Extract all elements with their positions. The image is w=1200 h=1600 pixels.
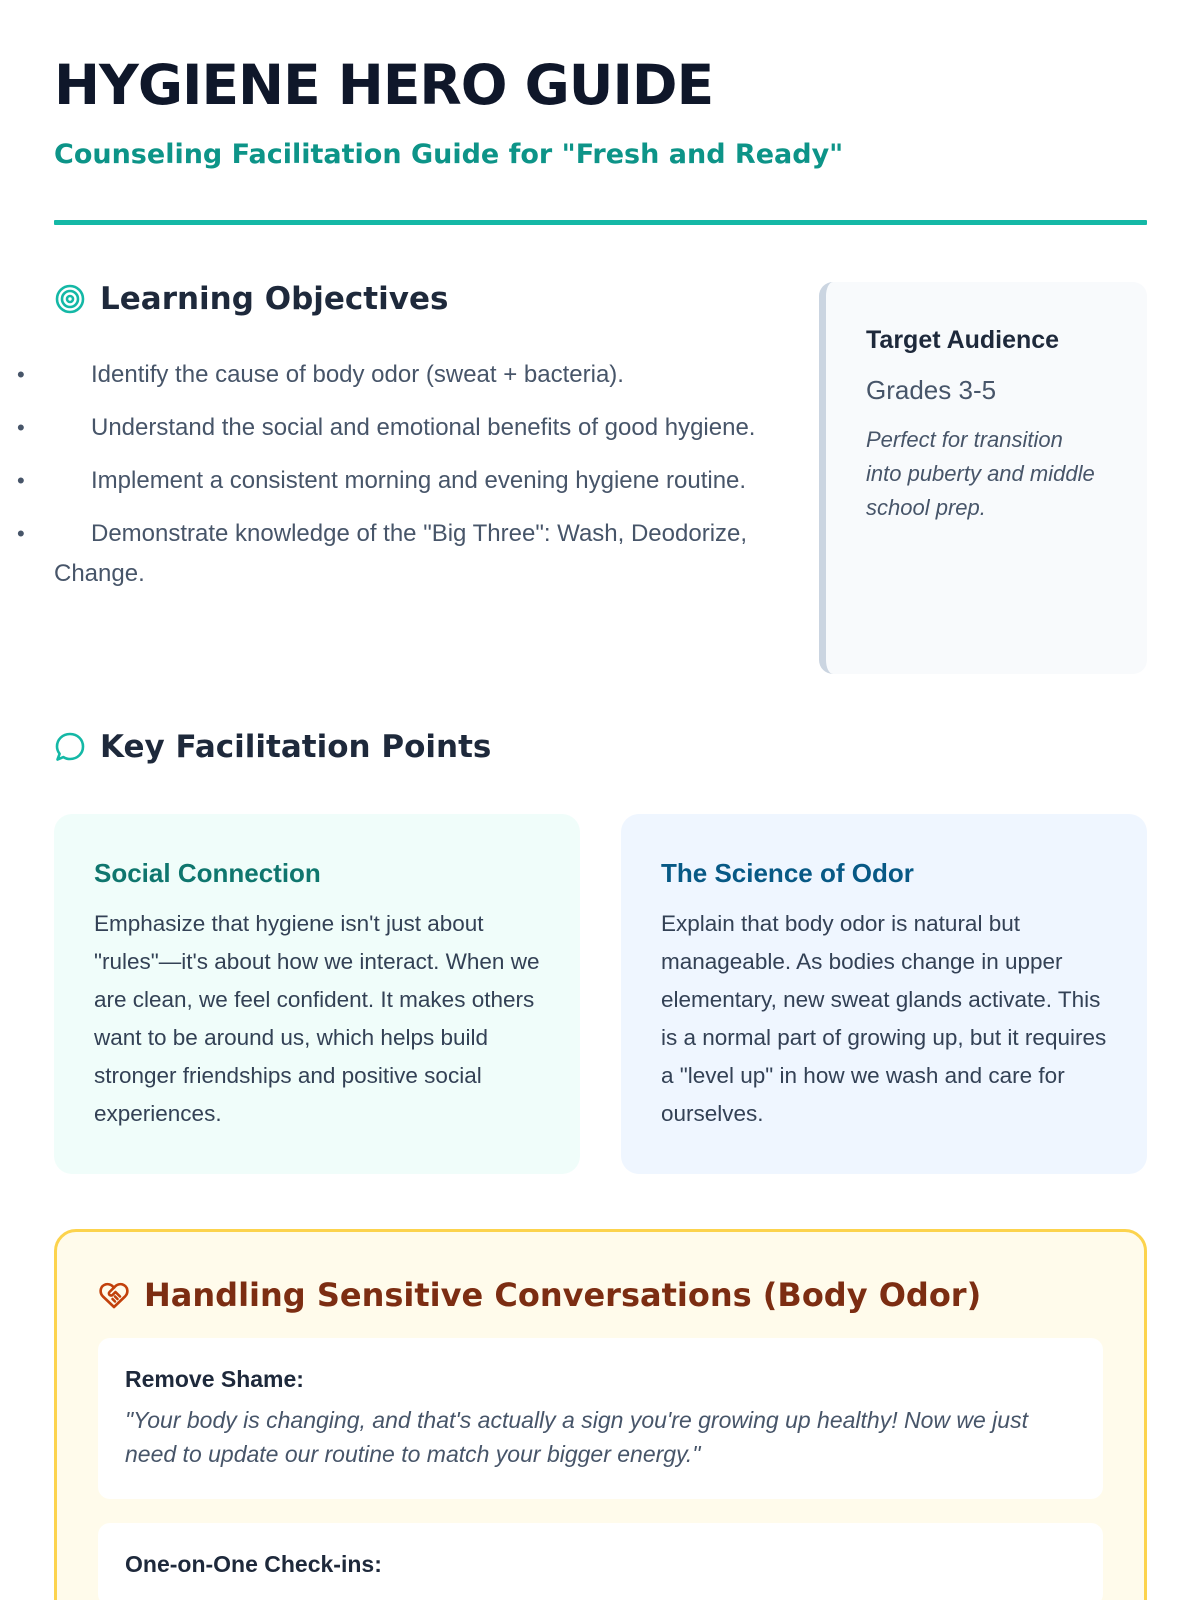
card-text: Emphasize that hygiene isn't just about "rules"—it's about how we interact. When we are clean, we feel confident. It makes others want to be around us, which helps build stronger friendships and positive social experiences. — [94, 911, 540, 1126]
card-text: Explain that body odor is natural but manageable. As bodies change in upper elementary, new sweat glands activate. This is a normal part of growing up, but it requires a "level up" in how we wash and care for ourselves. — [661, 911, 1107, 1126]
target-audience-card — [819, 282, 1147, 674]
science-of-odor-card — [621, 814, 1147, 1174]
objectives-heading: Learning Objectives — [100, 281, 449, 317]
card-title: Social Connection — [94, 858, 321, 888]
social-connection-card — [54, 814, 580, 1174]
audience-heading: Target Audience — [866, 326, 1060, 354]
tip-label: Remove Shame: — [125, 1366, 304, 1392]
chat-bubble-icon — [54, 731, 86, 763]
facilitation-heading: Key Facilitation Points — [100, 729, 492, 765]
objective-item: • Implement a consistent morning and evening hygiene routine. — [54, 461, 779, 501]
sensitive-heading: Handling Sensitive Conversations (Body Odor) — [144, 1276, 982, 1314]
objective-item: • Understand the social and emotional benefits of good hygiene. — [54, 408, 779, 448]
tip-label: One-on-One Check-ins: — [125, 1551, 382, 1577]
header-divider — [54, 220, 1147, 225]
heart-handshake-icon — [98, 1279, 130, 1311]
tip-card — [98, 1523, 1103, 1600]
audience-note: Perfect for transition into puberty and middle school prep. — [866, 427, 1095, 520]
target-icon — [54, 283, 86, 315]
tip-card — [98, 1338, 1103, 1499]
objectives-header — [54, 281, 448, 317]
sensitive-conversations-box — [54, 1229, 1147, 1600]
facilitation-header — [54, 729, 491, 765]
audience-grades: Grades 3-5 — [866, 375, 997, 405]
objective-item: • Identify the cause of body odor (sweat + bacteria). — [54, 355, 779, 395]
page-subtitle: Counseling Facilitation Guide for "Fresh and Ready" — [54, 139, 844, 170]
page-title: HYGIENE HERO GUIDE — [54, 53, 714, 117]
objective-item: • Demonstrate knowledge of the "Big Three": Wash, Deodorize, Change. — [54, 514, 779, 594]
sensitive-header — [98, 1276, 1103, 1314]
card-title: The Science of Odor — [661, 858, 914, 888]
tip-quote: "Your body is changing, and that's actually a sign you're growing up healthy! Now we just need to update our routine to match your bigger energy." — [125, 1407, 1028, 1467]
objectives-list — [54, 355, 779, 607]
